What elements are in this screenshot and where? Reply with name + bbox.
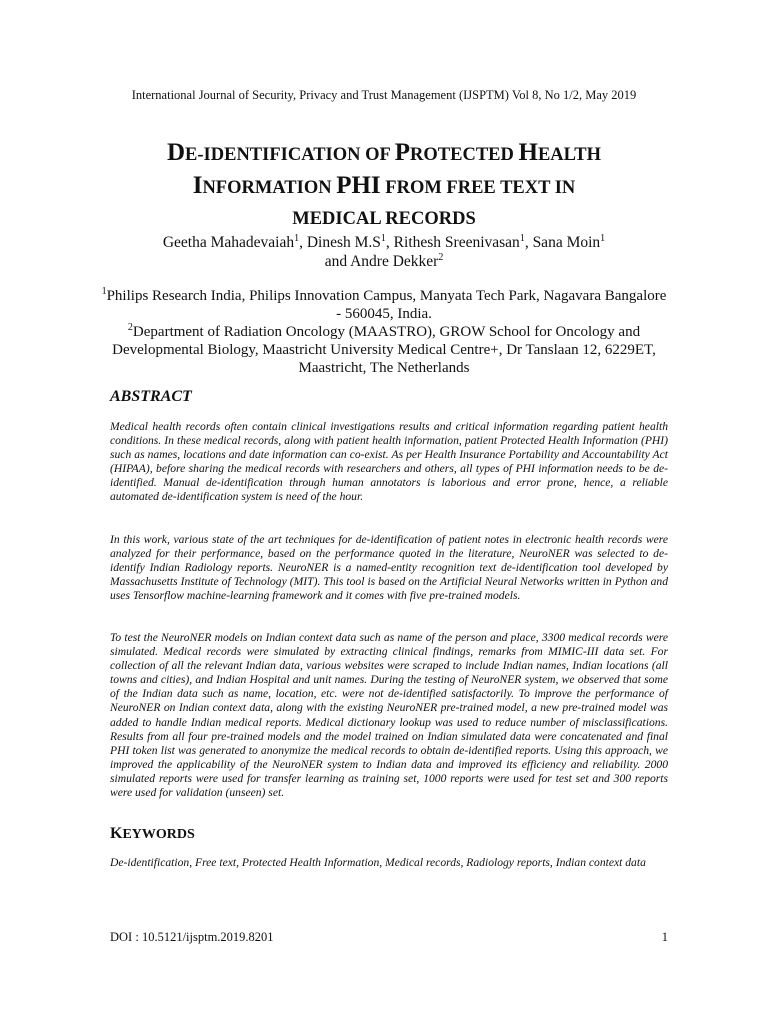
page-footer [110,930,668,945]
affiliation-2: $^2$Department of Radiation Oncology (MAASTRO), GROW School for Oncology and Developmental Biology, Maastricht University Medical Centre+, Dr Tanslaan 12, 6229ET, Maastricht, The Netherlands [112,322,656,376]
affiliation-1: $^1$Philips Research India, Philips Innovation Campus, Manyata Tech Park, Nagavara Bangalore - 560045, India. [101,286,667,322]
abstract-paragraph: Medical health records often contain clinical investigations results and critical information regarding patient health conditions. In these medical records, along with patient health information, patient Protected Health Information (PHI) such as names, locations and date information can co-exist. As per Health Insurance Portability and Accountability Act (HIPAA), before sharing the medical records with researchers and others, all types of PHI information needs to be de-identified. Manual de-identification through human annotators is laborious and error prone, hence, a reliable automated de-identification system is need of the hour. [110,420,668,504]
abstract-heading: ABSTRACT [110,388,192,405]
keywords-heading: KEYWORDS [110,825,195,842]
journal-header: International Journal of Security, Privacy and Trust Management (IJSPTM) Vol 8, No 1/2, May 2019 [131,88,637,102]
abstract-paragraph: To test the NeuroNER models on Indian context data such as name of the person and place, 3300 medical records were simulated. Medical records were simulated by extracting clinical findings, remarks from MIMIC-III data set. For collection of all the relevant Indian data, various websites were scraped to include Indian names, Indian locations (all towns and cities), and Indian Hospital and unit names. During the testing of NeuroNER system, we observed that some of the Indian data such as name, location, etc. were not de-identified satisfactorily. To improve the performance of NeuroNER on Indian context data, along with the existing NeuroNER pre-trained model, a new pre-trained model was added to handle Indian medical reports. Medical dictionary lookup was used to reduce number of misclassifications. Results from all four pre-trained models and the model trained on Indian simulated data were concatenated and final PHI token list was generated to anonymize the medical records to obtain de-identified reports. Using this approach, we improved the applicability of the NeuroNER system to Indian data and improved its efficiency and reliability. 2000 simulated reports were used for transfer learning as training set, 1000 reports were used for test set and 300 reports were used for validation (unseen) set. [110,631,668,800]
keywords-text: De-identification, Free text, Protected Health Information, Medical records, Radiology reports, Indian context data [110,856,646,869]
affiliations [100,287,668,377]
abstract-paragraph: In this work, various state of the art techniques for de-identification of patient notes in electronic health records were analyzed for their performance, based on the performance quoted in the literature, NeuroNER was selected to de-identify Indian Radiology reports. NeuroNER is a named-entity recognition text de-identification tool developed by Massachusetts Institute of Technology (MIT). This tool is based on the Artificial Neural Networks written in Python and uses Tensorflow machine-learning framework and it comes with five pre-trained models. [110,533,668,603]
paper-title: DE-IDENTIFICATION OF PROTECTED HEALTH INFORMATION PHI FROM FREE TEXT IN MEDICAL RECORDS [166,139,602,229]
doi-text: DOI : 10.5121/ijsptm.2019.8201 [110,930,274,944]
page-number: 1 [661,930,668,944]
author-list: Geetha Mahadevaiah$^1$, Dinesh $M.S^1$, Rithesh Sreenivasan$^1$, Sana Moin$^1$ and Andre Dekker$^2$ [162,233,606,270]
